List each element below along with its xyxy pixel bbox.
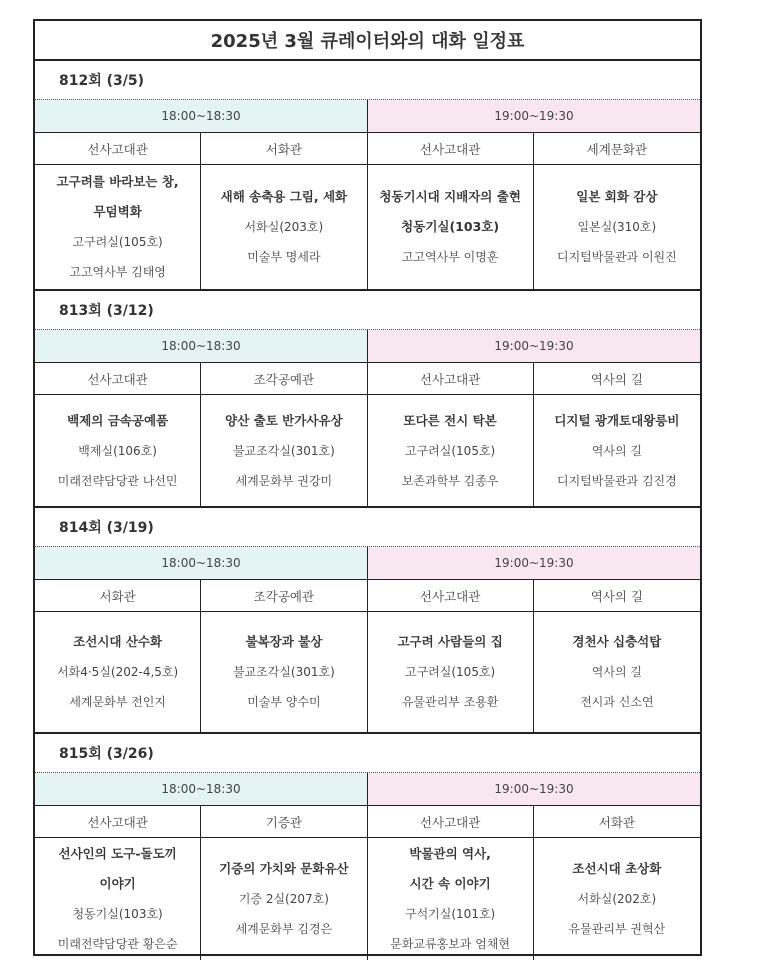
time-slot-late: 19:00~19:30 xyxy=(368,330,700,362)
talk-title: 청동기시대 지배자의 출현 xyxy=(379,189,521,204)
schedule-table xyxy=(33,19,702,956)
hall-name: 기증관 xyxy=(201,806,367,837)
talk-room: 고구려실(105호) xyxy=(405,665,496,679)
talk-curator: 세계문화부 권강미 xyxy=(235,473,333,488)
talk-room: 역사의 길 xyxy=(591,665,642,679)
hall-name: 선사고대관 xyxy=(368,806,534,837)
talk-cell xyxy=(201,838,367,960)
talk-cell xyxy=(368,612,534,732)
talk-room: 불교조각실(301호) xyxy=(232,443,335,458)
time-row xyxy=(35,100,700,133)
hall-name: 역사의 길 xyxy=(590,588,644,604)
talk-cell xyxy=(35,395,201,506)
talk-curator: 미래전략담당관 황은순 xyxy=(57,937,178,951)
hall-name: 선사고대관 xyxy=(368,363,534,394)
talk-room: 기증 2실(207호) xyxy=(238,892,329,906)
talk-cell xyxy=(201,612,367,732)
talk-room: 불교조각실(301호) xyxy=(232,665,335,679)
talk-title: 고구려를 바라보는 창, xyxy=(56,174,179,189)
talk-curator: 유물관리부 권혁산 xyxy=(568,922,666,936)
talk-title: 무덤벽화 xyxy=(93,204,142,219)
session-heading: 812회 (3/5) xyxy=(35,61,700,100)
talk-title: 일본 회화 감상 xyxy=(576,189,658,204)
talk-title: 기증의 가치와 문화유산 xyxy=(219,861,349,876)
talk-cell xyxy=(534,165,700,289)
talk-room: 일본실(310호) xyxy=(577,220,657,234)
talk-title: 조선시대 산수화 xyxy=(73,634,163,649)
session-block xyxy=(35,734,700,960)
talk-cell xyxy=(201,395,367,506)
talk-curator: 보존과학부 김종우 xyxy=(401,473,499,488)
talk-curator: 전시과 신소연 xyxy=(580,695,654,709)
hall-name: 조각공예관 xyxy=(201,580,367,611)
talk-room: 서화4·5실(202-4,5호) xyxy=(57,665,179,679)
detail-row xyxy=(35,612,700,734)
talk-curator: 고고역사부 김태영 xyxy=(69,265,166,279)
talk-room: 고구려실(105호) xyxy=(405,443,496,458)
time-slot-early: 18:00~18:30 xyxy=(35,100,368,132)
talk-title: 선사인의 도구-돌도끼 xyxy=(58,846,177,861)
talk-title: 박물관의 역사, xyxy=(409,846,491,861)
talk-curator: 고고역사부 이명훈 xyxy=(401,250,499,264)
time-slot-early: 18:00~18:30 xyxy=(35,330,368,362)
hall-name: 서화관 xyxy=(35,580,201,611)
hall-name: 서화관 xyxy=(201,133,367,164)
hall-row xyxy=(35,806,700,838)
talk-title: 이야기 xyxy=(99,876,136,891)
talk-room: 청동기실(103호) xyxy=(72,907,163,921)
talk-curator: 미술부 양수미 xyxy=(247,695,321,709)
talk-room: 서화실(202호) xyxy=(577,892,657,906)
session-heading: 813회 (3/12) xyxy=(35,291,700,330)
hall-name: 서화관 xyxy=(598,814,635,830)
hall-name: 역사의 길 xyxy=(590,371,644,387)
talk-cell xyxy=(534,612,700,732)
session-block xyxy=(35,508,700,734)
talk-cell xyxy=(35,165,201,289)
talk-room: 고구려실(105호) xyxy=(72,235,163,249)
talk-curator: 디지털박물관과 김진경 xyxy=(557,473,677,488)
talk-curator: 디지털박물관과 이원진 xyxy=(557,250,677,264)
talk-curator: 유물관리부 조용환 xyxy=(401,695,499,709)
hall-name: 선사고대관 xyxy=(35,363,201,394)
session-block xyxy=(35,291,700,508)
talk-curator: 미술부 명세라 xyxy=(247,250,321,264)
talk-title: 디지털 광개토대왕릉비 xyxy=(554,412,680,428)
talk-cell xyxy=(35,838,201,960)
talk-room: 서화실(203호) xyxy=(244,220,324,234)
time-slot-early: 18:00~18:30 xyxy=(35,547,368,579)
talk-title: 양산 출토 반가사유상 xyxy=(225,412,343,428)
hall-row xyxy=(35,363,700,395)
time-slot-late: 19:00~19:30 xyxy=(368,773,700,805)
talk-title: 불복장과 불상 xyxy=(245,634,323,649)
talk-room: 청동기실(103호) xyxy=(401,219,500,234)
talk-room: 역사의 길 xyxy=(591,443,642,458)
talk-title: 조선시대 초상화 xyxy=(572,861,662,876)
hall-row xyxy=(35,580,700,612)
talk-cell xyxy=(368,395,534,506)
talk-title: 새해 송축용 그림, 세화 xyxy=(220,189,348,204)
talk-title: 백제의 금속공예품 xyxy=(67,412,169,428)
hall-name: 선사고대관 xyxy=(35,133,201,164)
talk-room: 백제실(106호) xyxy=(78,443,157,458)
time-row xyxy=(35,547,700,580)
session-heading: 815회 (3/26) xyxy=(35,734,700,773)
session-heading: 814회 (3/19) xyxy=(35,508,700,547)
talk-curator: 세계문화부 전인지 xyxy=(69,695,166,709)
talk-title: 또다른 전시 탁본 xyxy=(403,412,497,428)
talk-title: 경천사 십층석탑 xyxy=(572,634,662,649)
time-slot-late: 19:00~19:30 xyxy=(368,547,700,579)
detail-row xyxy=(35,838,700,960)
talk-curator: 미래전략담당관 나선민 xyxy=(57,473,178,488)
detail-row xyxy=(35,165,700,291)
time-slot-early: 18:00~18:30 xyxy=(35,773,368,805)
hall-name: 선사고대관 xyxy=(35,806,201,837)
time-row xyxy=(35,330,700,363)
talk-cell xyxy=(368,838,534,960)
hall-row xyxy=(35,133,700,165)
talk-room: 구석기실(101호) xyxy=(405,907,496,921)
talk-cell xyxy=(368,165,534,289)
talk-cell xyxy=(35,612,201,732)
talk-cell xyxy=(534,395,700,506)
hall-name: 세계문화관 xyxy=(586,141,648,157)
hall-name: 선사고대관 xyxy=(368,580,534,611)
talk-cell xyxy=(534,838,700,960)
talk-title: 고구려 사람들의 집 xyxy=(397,634,503,649)
hall-name: 조각공예관 xyxy=(201,363,367,394)
talk-curator: 문화교류홍보과 엄채현 xyxy=(390,937,510,951)
talk-curator: 세계문화부 김경은 xyxy=(235,922,333,936)
talk-title: 시간 속 이야기 xyxy=(409,876,491,891)
detail-row xyxy=(35,395,700,508)
time-slot-late: 19:00~19:30 xyxy=(368,100,700,132)
hall-name: 선사고대관 xyxy=(368,133,534,164)
page-title: 2025년 3월 큐레이터와의 대화 일정표 xyxy=(35,21,700,61)
talk-cell xyxy=(201,165,367,289)
time-row xyxy=(35,773,700,806)
session-block xyxy=(35,61,700,291)
